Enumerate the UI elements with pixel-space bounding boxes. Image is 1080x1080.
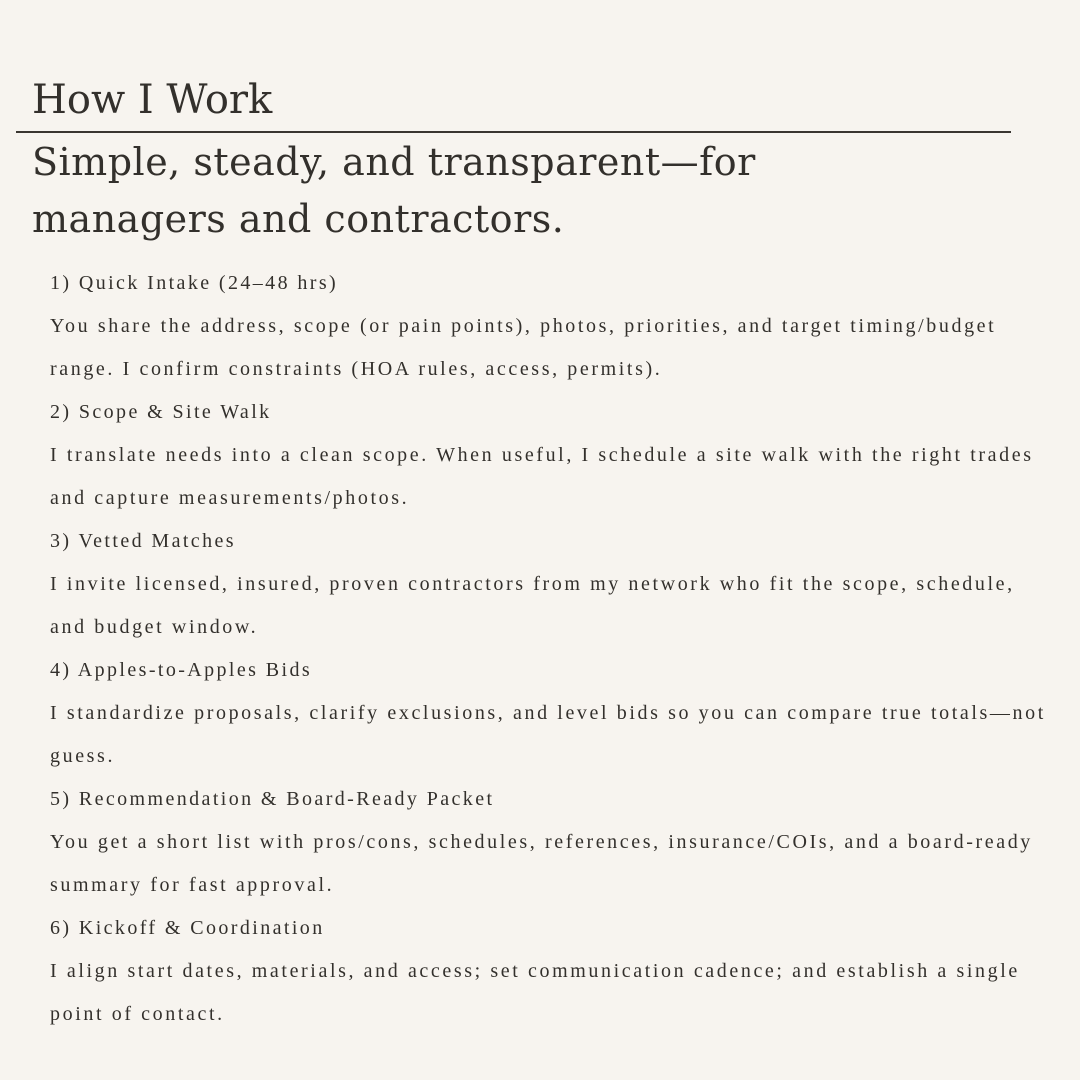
step-body: I align start dates, materials, and access; set communication cadence; and establish a single point of contact. (50, 960, 1020, 1025)
step-5 (50, 778, 1050, 907)
step-heading: 1) Quick Intake (24–48 hrs) (50, 272, 339, 294)
step-body: You share the address, scope (or pain points), photos, priorities, and target timing/budget range. I confirm constraints (HOA rules, access, permits). (50, 315, 997, 380)
step-heading: 5) Recommendation & Board-Ready Packet (50, 788, 495, 810)
step-3 (50, 520, 1050, 649)
step-6 (50, 907, 1050, 1036)
step-heading: 3) Vetted Matches (50, 530, 236, 552)
page-title: How I Work (32, 77, 273, 123)
step-body: I translate needs into a clean scope. When useful, I schedule a site walk with the right trades and capture measurements/photos. (50, 444, 1034, 509)
step-heading: 2) Scope & Site Walk (50, 401, 272, 423)
step-4 (50, 649, 1050, 778)
process-steps (50, 262, 1050, 1036)
page-subtitle: Simple, steady, and transparent—for managers and contractors. (32, 140, 756, 241)
step-heading: 4) Apples-to-Apples Bids (50, 659, 313, 681)
step-body: I standardize proposals, clarify exclusions, and level bids so you can compare true totals—not guess. (50, 702, 1046, 767)
step-body: You get a short list with pros/cons, schedules, references, insurance/COIs, and a board-ready summary for fast approval. (50, 831, 1033, 896)
step-1 (50, 262, 1050, 391)
step-body: I invite licensed, insured, proven contractors from my network who fit the scope, schedule, and budget window. (50, 573, 1015, 638)
title-divider (16, 131, 1011, 133)
step-heading: 6) Kickoff & Coordination (50, 917, 325, 939)
step-2 (50, 391, 1050, 520)
